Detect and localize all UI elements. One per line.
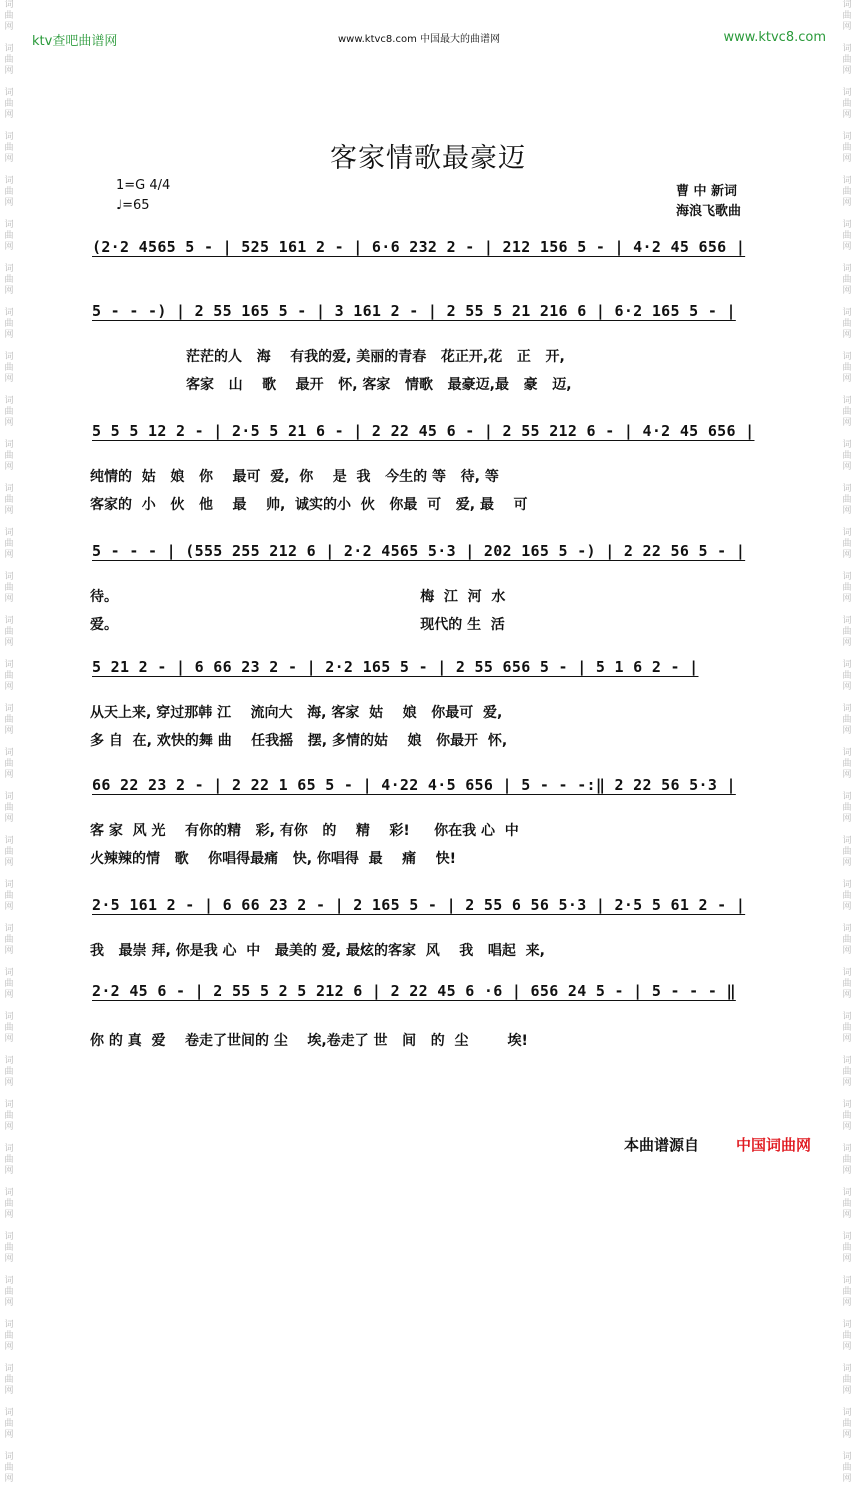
composer-credit: 海浪飞歌曲 xyxy=(676,204,742,219)
source-site-link[interactable]: 中国词曲网 xyxy=(736,1136,812,1154)
notation-row: 5 5 5 12 2 - | 2·5 5 21 6 - | 2 22 45 6 - | 2 55 212 6 - | 4·2 45 656 | xyxy=(92,422,755,440)
song-title: 客家情歌最豪迈 xyxy=(330,143,526,174)
watermark-left: 词 曲 网 词 曲 网 词 曲 网 词 曲 网 词 曲 网 词 曲 网 词 曲 网 词 曲 网 词 曲 网 词 曲 网 词 曲 网 词 曲 网 词 曲 网 词 曲 网 词 曲 网 词 曲 网 词 曲 网 词 曲 网 词 曲 网 词 曲 网 词 曲 网 词 曲 网 词 曲 网 词 曲 网 词 曲 网 词 曲 网 词 曲 网 词 曲 网 词 曲 网 词 曲 网 词 曲 网 词 曲 网 词 曲 网 词 曲 网 xyxy=(4,0,14,1484)
lyric-line: 从天上来, 穿过那韩 江 流向大 海, 客家 姑 娘 你最可 爱, xyxy=(90,705,503,721)
notation-row: 5 - - -) | 2 55 165 5 - | 3 161 2 - | 2 55 5 21 216 6 | 6·2 165 5 - | xyxy=(92,302,736,320)
lyric-line: 待。 梅 江 河 水 xyxy=(90,589,506,605)
key-signature: 1=G 4/4 xyxy=(116,178,171,193)
lyric-line: 纯情的 姑 娘 你 最可 爱, 你 是 我 今生的 等 待, 等 xyxy=(90,469,499,485)
source-label: 本曲谱源自 xyxy=(624,1136,700,1154)
site-tagline: www.ktvc8.com 中国最大的曲谱网 xyxy=(338,34,501,45)
lyric-line: 多 自 在, 欢快的舞 曲 任我摇 摆, 多情的姑 娘 你最开 怀, xyxy=(90,733,508,749)
notation-row: 2·2 45 6 - | 2 55 5 2 5 212 6 | 2 22 45 6 ·6 | 656 24 5 - | 5 - - - ‖ xyxy=(92,982,736,1000)
notation-row: 5 21 2 - | 6 66 23 2 - | 2·2 165 5 - | 2 55 656 5 - | 5 1 6 2 - | xyxy=(92,658,699,676)
watermark-right: 词 曲 网 词 曲 网 词 曲 网 词 曲 网 词 曲 网 词 曲 网 词 曲 网 词 曲 网 词 曲 网 词 曲 网 词 曲 网 词 曲 网 词 曲 网 词 曲 网 词 曲 网 词 曲 网 词 曲 网 词 曲 网 词 曲 网 词 曲 网 词 曲 网 词 曲 网 词 曲 网 词 曲 网 词 曲 网 词 曲 网 词 曲 网 词 曲 网 词 曲 网 词 曲 网 词 曲 网 词 曲 网 词 曲 网 词 曲 网 xyxy=(842,0,852,1484)
notation-row: 66 22 23 2 - | 2 22 1 65 5 - | 4·22 4·5 656 | 5 - - -:‖ 2 22 56 5·3 | xyxy=(92,776,736,794)
lyricist-credit: 曹 中 新词 xyxy=(676,184,738,199)
tempo-marking: ♩=65 xyxy=(116,198,150,213)
site-name-left: ktv查吧曲谱网 xyxy=(32,34,118,49)
lyric-line: 客家的 小 伙 他 最 帅, 诚实的小 伙 你最 可 爱, 最 可 xyxy=(90,497,528,513)
lyric-line: 爱。 现代的 生 活 xyxy=(90,617,505,633)
lyric-line: 客家 山 歌 最开 怀, 客家 情歌 最豪迈,最 豪 迈, xyxy=(186,377,572,393)
notation-row: 2·5 161 2 - | 6 66 23 2 - | 2 165 5 - | 2 55 6 56 5·3 | 2·5 5 61 2 - | xyxy=(92,896,746,914)
lyric-line: 我 最崇 拜, 你是我 心 中 最美的 爱, 最炫的客家 风 我 唱起 来, xyxy=(90,943,545,959)
lyric-line: 你 的 真 爱 卷走了世间的 尘 埃,卷走了 世 间 的 尘 埃! xyxy=(90,1033,528,1049)
lyric-line: 火辣辣的情 歌 你唱得最痛 快, 你唱得 最 痛 快! xyxy=(90,851,457,867)
lyric-line: 茫茫的人 海 有我的爱, 美丽的青春 花正开,花 正 开, xyxy=(186,349,565,365)
notation-row: (2·2 4565 5 - | 525 161 2 - | 6·6 232 2 - | 212 156 5 - | 4·2 45 656 | xyxy=(92,238,746,256)
notation-row: 5 - - - | (555 255 212 6 | 2·2 4565 5·3 | 202 165 5 -) | 2 22 56 5 - | xyxy=(92,542,746,560)
lyric-line: 客 家 风 光 有你的精 彩, 有你 的 精 彩! 你在我 心 中 xyxy=(90,823,519,839)
site-url-right[interactable]: www.ktvc8.com xyxy=(723,30,826,45)
